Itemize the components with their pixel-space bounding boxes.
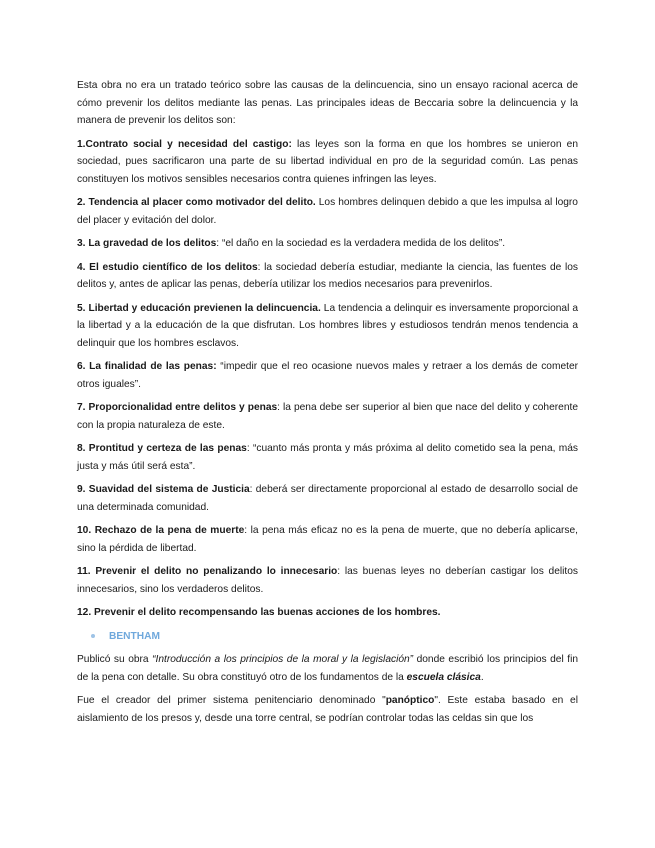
text-run: . (480, 671, 484, 683)
idea-title: 12. Prevenir el delito recompensando las buenas acciones de los hombres. (77, 607, 441, 618)
intro-paragraph: Esta obra no era un tratado teórico sobre las causas de la delincuencia, sino un ensayo racional acerca de cómo prevenir los delitos mediante las penas. Las principales ideas de Beccaria sobre la delincuencia y la manera de prevenir los delitos son: (77, 80, 578, 126)
panoptico-term: panóptico (385, 695, 435, 706)
bullet-icon (91, 634, 95, 638)
idea-text: : la pena debe ser superior al bien que nace del delito y coherente con la propia naturaleza de este. (77, 402, 578, 431)
beccaria-idea-item (77, 194, 578, 229)
idea-title: 5. Libertad y educación previenen la delincuencia. (77, 302, 321, 314)
beccaria-idea-item (77, 259, 578, 294)
beccaria-idea-item (77, 399, 578, 434)
idea-title: 1.Contrato social y necesidad del castigo: (77, 138, 292, 150)
beccaria-idea-item (77, 522, 578, 557)
text-run: Fue el creador del primer sistema penitenciario denominado " (77, 695, 386, 706)
idea-title: 3. La gravedad de los delitos (77, 238, 217, 249)
idea-title: 2. Tendencia al placer como motivador del delito. (77, 197, 316, 208)
idea-text: : la sociedad debería estudiar, mediante la ciencia, las fuentes de los delitos y, antes de aplicar las penas, debería utilizar los medios necesarios para prevenirlos. (77, 261, 578, 290)
text-run: Publicó su obra (77, 654, 153, 665)
beccaria-idea-item (77, 440, 578, 475)
book-title: “Introducción a los principios de la moral y la legislación” (152, 654, 414, 665)
bentham-paragraph-1 (77, 651, 578, 686)
beccaria-idea-item (77, 358, 578, 393)
idea-text: : deberá ser directamente proporcional al estado de desarrollo social de una determinada comunidad. (77, 484, 578, 513)
beccaria-idea-item (77, 481, 578, 516)
text-run: donde escribió los principios del fin de la pena con detalle. Su obra constituyó otro de los fundamentos de la (77, 654, 579, 683)
bentham-heading (91, 628, 578, 646)
idea-title: 11. Prevenir el delito no penalizando lo innecesario (77, 566, 338, 577)
bentham-heading-label: BENTHAM (109, 630, 160, 642)
idea-text: las leyes son la forma en que los hombres se unieron en sociedad, pues sacrificaron una parte de su libertad individual en pro de la seguridad común. Las penas constituyen los motivos sensibles necesarios contra quienes infringen las leyes. (77, 138, 578, 185)
idea-text: : “el daño en la sociedad es la verdadera medida de los delitos”. (216, 238, 506, 249)
idea-text: : las buenas leyes no deberían castigar los delitos innecesarios, sino los verdaderos delitos. (77, 566, 578, 595)
idea-text: : la pena más eficaz no es la pena de muerte, que no debería aplicarse, sino la pérdida de libertad. (77, 525, 578, 554)
idea-text: “impedir que el reo ocasione nuevos males y retraer a los demás de cometer otros iguales”. (77, 361, 579, 390)
idea-title: 10. Rechazo de la pena de muerte (77, 525, 245, 536)
idea-text: : “cuanto más pronta y más próxima al delito cometido sea la pena, más justa y más útil será esta”. (77, 443, 578, 472)
beccaria-ideas-list (77, 136, 578, 622)
beccaria-idea-item (77, 563, 578, 598)
idea-text: Los hombres delinquen debido a que les impulsa al logro del placer y evitación del dolor. (77, 197, 578, 226)
bentham-paragraph-2 (77, 692, 578, 727)
beccaria-idea-item (77, 136, 578, 189)
idea-title: 6. La finalidad de las penas: (77, 361, 217, 372)
beccaria-idea-item (77, 235, 578, 253)
page-content (77, 77, 578, 733)
school-name: escuela clásica (406, 671, 481, 683)
idea-title: 4. El estudio científico de los delitos (77, 261, 258, 273)
beccaria-idea-item (77, 604, 578, 622)
idea-title: 9. Suavidad del sistema de Justicia (77, 484, 250, 495)
idea-text: La tendencia a delinquir es inversamente proporcional a la libertad y a la educación de la que disfrutan. Los hombres libres y estudiosos tendrán menos tendencia a delinquir que los hombres esclavos. (77, 302, 578, 349)
beccaria-idea-item (77, 300, 578, 353)
idea-title: 8. Prontitud y certeza de las penas (77, 443, 247, 454)
idea-title: 7. Proporcionalidad entre delitos y penas (77, 402, 278, 413)
text-run: ". Este estaba basado en el aislamiento de los presos y, desde una torre central, se podrían controlar todas las celdas sin que los (77, 695, 578, 724)
